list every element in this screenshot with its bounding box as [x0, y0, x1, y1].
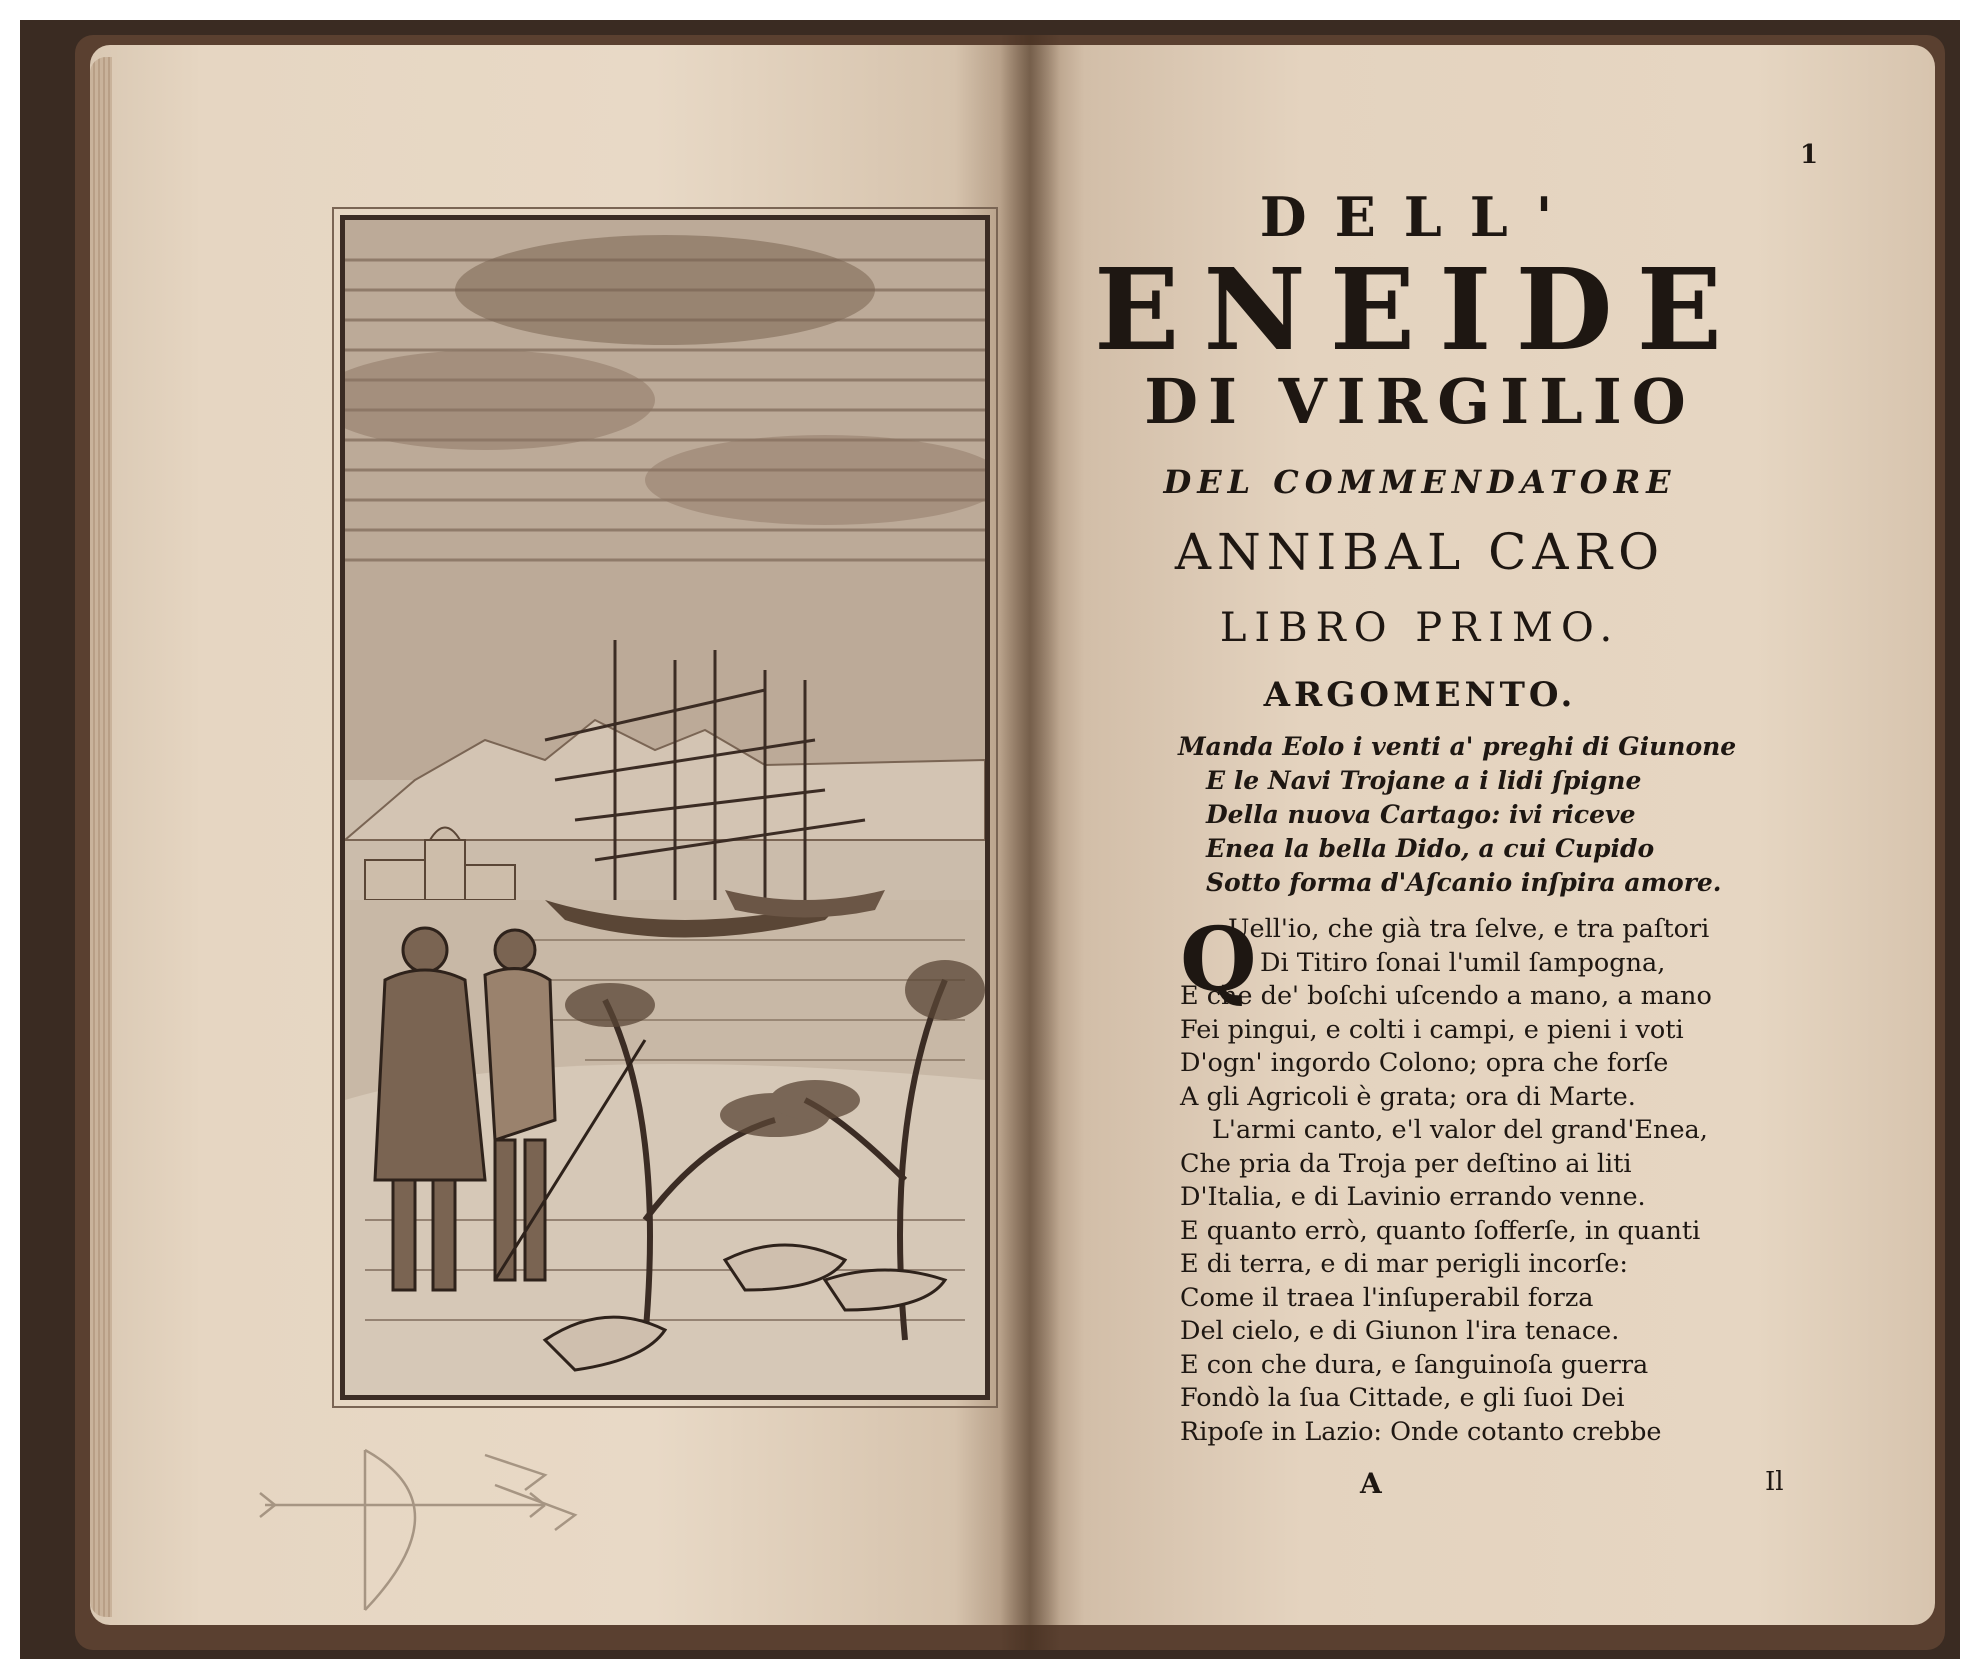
argomento-line: Manda Eolo i venti a' preghi di Giunone [1178, 732, 1737, 761]
catchword: Il [1765, 1467, 1784, 1497]
argomento-line: E le Navi Trojane a i lidi ſpigne [1206, 766, 1642, 795]
poem-line: D'ogn' ingordo Colono; opra che forſe [1180, 1048, 1669, 1078]
poem-text [1180, 907, 1860, 1449]
drop-cap: Q [1180, 907, 1257, 1011]
title-eneide: ENEIDE [1094, 245, 1746, 376]
title-del-commendatore: DEL COMMENDATORE [1163, 463, 1677, 501]
signature-mark: A [1360, 1467, 1382, 1500]
poem-line: L'armi canto, e'l valor del grand'Enea, [1212, 1115, 1708, 1145]
poem-line: D'Italia, e di Lavinio errando venne. [1180, 1182, 1646, 1212]
bow-and-arrow-sketch-icon [245, 1445, 625, 1615]
argomento-verses [1178, 730, 1828, 900]
poem-line: Di Titiro ſonai l'umil ſampogna, [1260, 947, 1666, 978]
poem-line: E con che dura, e ſanguinoſa guerra [1180, 1349, 1649, 1380]
poem-line: Come il traea l'inſuperabil forza [1180, 1282, 1594, 1313]
book-spine [1000, 35, 1060, 1650]
page-edges [90, 57, 112, 1617]
right-page [1030, 45, 1935, 1625]
poem-line: Uell'io, che già tra ſelve, e tra paſtori [1228, 914, 1710, 944]
title-dell: DELL' [1259, 185, 1581, 249]
page-number: 1 [1800, 140, 1819, 170]
argomento-line: Della nuova Cartago: ivi riceve [1206, 800, 1636, 829]
argomento-line: Sotto forma d'Aſcanio inſpira amore. [1206, 868, 1722, 897]
title-libro-primo: LIBRO PRIMO. [1219, 605, 1621, 651]
poem-line: Ripoſe in Lazio: Onde cotanto crebbe [1180, 1416, 1662, 1447]
title-di-virgilio: DI VIRGILIO [1144, 365, 1696, 438]
poem-line: E di terra, e di mar perigli incorſe: [1180, 1249, 1628, 1279]
poem-line: Fei pingui, e colti i campi, e pieni i voti [1180, 1014, 1684, 1045]
poem-line: E che de' boſchi uſcendo a mano, a mano [1180, 981, 1712, 1011]
photo-frame [20, 20, 1960, 1659]
engraving-frontispiece-icon [340, 215, 990, 1400]
open-book [75, 35, 1945, 1650]
title-page-text [1030, 45, 1935, 1625]
argomento-line: Enea la bella Dido, a cui Cupido [1206, 834, 1655, 863]
poem-line: E quanto errò, quanto ſofferſe, in quanti [1180, 1215, 1701, 1246]
poem-line: A gli Agricoli è grata; ora di Marte. [1180, 1081, 1636, 1112]
argomento-heading: ARGOMENTO. [1263, 675, 1577, 715]
poem-line: Fondò la ſua Cittade, e gli ſuoi Dei [1180, 1383, 1625, 1413]
poem-line: Che pria da Troja per deſtino ai liti [1180, 1148, 1632, 1179]
title-annibal-caro: ANNIBAL CARO [1174, 523, 1666, 581]
left-page [90, 45, 1030, 1625]
poem-line: Del cielo, e di Giunon l'ira tenace. [1180, 1316, 1620, 1346]
